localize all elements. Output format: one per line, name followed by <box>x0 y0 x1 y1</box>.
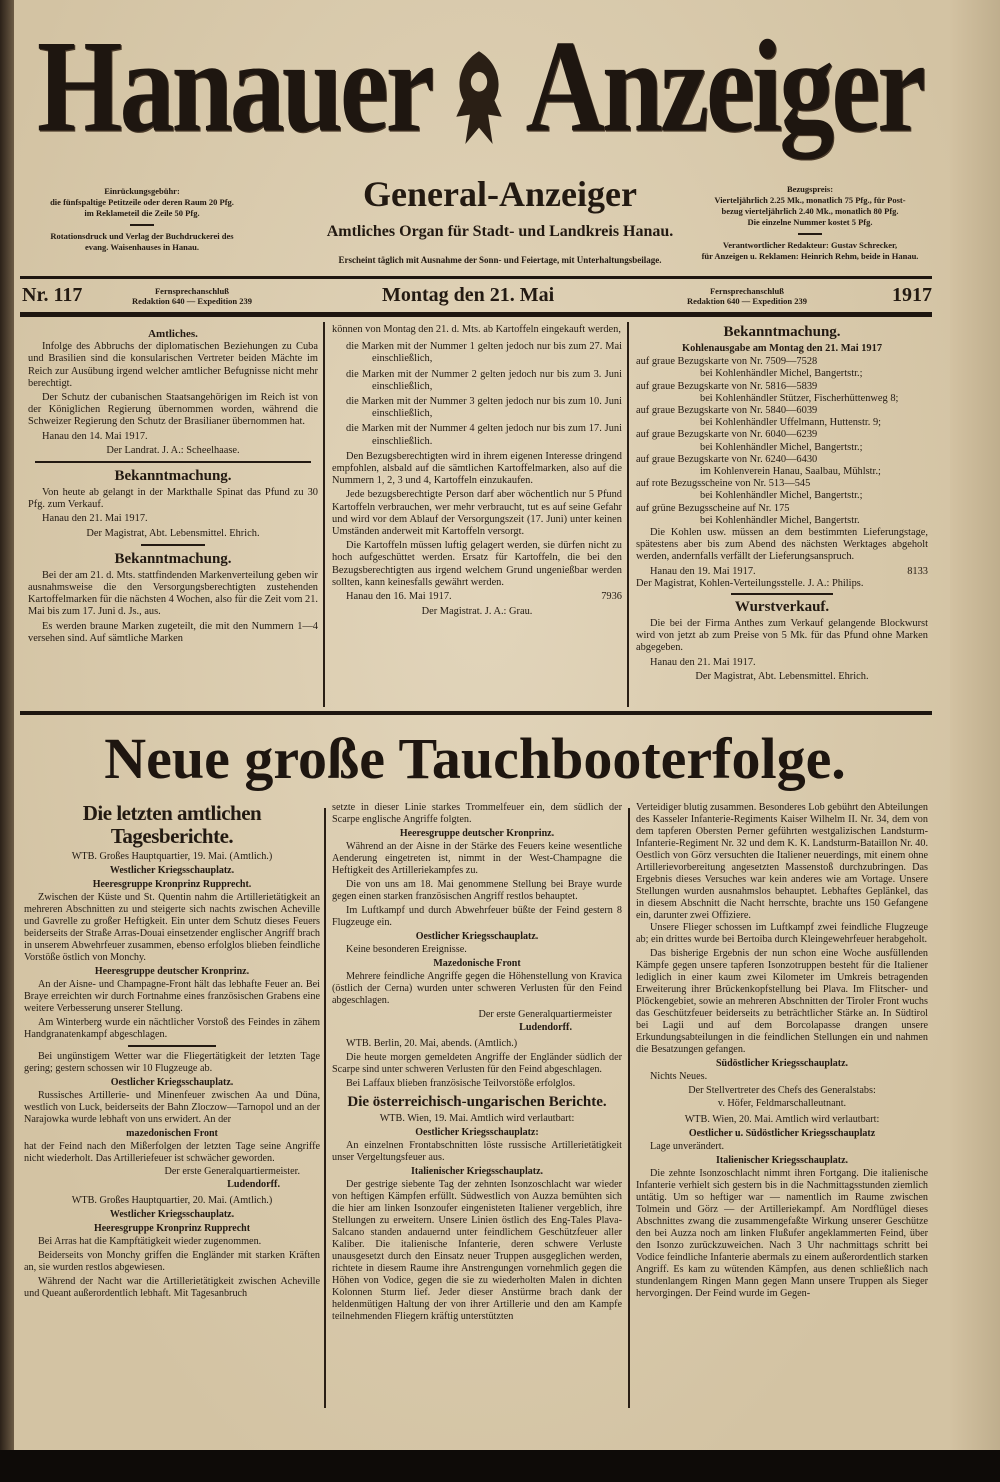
coal-dealer: bei Kohlenhändler Uffelmann, Huttenstr. 9; <box>700 417 882 429</box>
paragraph: Keine besonderen Ereignisse. <box>346 944 467 955</box>
column-rule <box>323 322 325 707</box>
subscription-box <box>688 184 932 262</box>
paragraph: Die heute morgen gemeldeten Angriffe der Engländer südlich der Scarpe sind unter schweren Verlusten für den Feind abgeschlagen. <box>332 1052 622 1075</box>
report-subheading: Oestlicher Kriegsschauplatz: <box>415 1127 539 1138</box>
bottom-column-1 <box>24 802 320 1302</box>
paragraph: Der Schutz der cubanischen Staatsangehörigen im Reich ist von der Königlichen Regierung übernommen worden, während die Schweizer Regierung den Schutz der Brasilianer übernommen hat. <box>28 392 318 428</box>
page-edge-bottom <box>0 1450 1000 1482</box>
paragraph: Den Bezugsberechtigten wird in ihrem eigenen Interesse dringend empfohlen, alsbald auf die sämtlichen Kartoffelmarken, also auf die Nummern 1, 2, 3 und 4, Kartoffeln einzukaufen. <box>332 450 622 487</box>
paragraph: Bei Arras hat die Kampftätigkeit wieder zugenommen. <box>38 1236 262 1247</box>
notice-date: Hanau den 14. Mai 1917. <box>42 430 148 442</box>
divider <box>798 233 822 235</box>
paragraph: Russisches Artillerie- und Minenfeuer zwischen Aa und Düna, westlich von Luck, beiderseits der Bahn Zloczow—Tarnopol und an der Narajowka wurde lebhaft von uns erwidert. An der <box>24 1090 320 1125</box>
paragraph: Der gestrige siebente Tag der zehnten Isonzoschlacht war wieder von heftigen Kämpfen erfüllt. Südwestlich von Auzza bemühten sich die hier am linken Isonzoufer eingenisteten Italiener vergeblich, ihre Stellungen zu erweitern. Unsere Linien östlich des Eng-Tales Plava-Salcano standen andauernd unter feindlichem Geschützfeuer aller Kaliber. Die italienische Infanterie, deren schwere Verluste unausgesetzt durch den Einsatz neuer Truppen ausgeglichen werden, richtete in diesem Raume ihre Anstrengungen vornehmlich gegen die Höhen von Vodice, gegen die sie zu wiederholten Malen in dichten Kolonnen Sturm lief. Jeder dieser Anstürme brach dank der heldenmütigen Haltung der von ihrer Artillerie und den am Kampfe teilnehmenden Fliegern kräftig unterstützten <box>332 1179 622 1322</box>
coal-card-range: auf graue Bezugskarte von Nr. 5816—5839 <box>636 380 818 392</box>
report-dateline: WTB. Berlin, 20. Mai, abends. (Amtlich.) <box>346 1038 518 1049</box>
phone-label: Fernsprechanschluß <box>709 286 784 296</box>
paragraph: Von heute ab gelangt in der Markthalle Spinat das Pfund zu 30 Pfg. zum Verkauf. <box>28 487 318 511</box>
masthead-organ: Amtliches Organ für Stadt- und Landkreis Hanau. <box>326 223 674 240</box>
phone-info-left <box>132 286 252 306</box>
coal-dealer: bei Kohlenhändler Michel, Bangertstr.; <box>700 490 863 502</box>
divider <box>130 224 154 226</box>
page-edge-right <box>950 0 1000 1482</box>
notice-signature: Der Magistrat, Abt. Lebensmittel. Ehrich. <box>695 670 869 682</box>
notice-date: Hanau den 21. Mai 1917. <box>42 513 148 525</box>
paragraph: Die bei der Firma Anthes zum Verkauf gelangende Blockwurst wird von jetzt ab zum Preise von 5 Mk. für das Pfund ohne Marken abgegeben. <box>636 618 928 654</box>
section-title-bekanntmachung: Bekanntmachung. <box>723 324 841 340</box>
coal-card-range: auf graue Bezugskarte von Nr. 6240—6430 <box>636 453 818 465</box>
paragraph: Während an der Aisne in der Stärke des Feuers keine wesentliche Aenderung eingetreten ist, nimmt in der West-Champagne die Heftigkeit des Artilleriekampfes zu. <box>332 841 622 876</box>
report-subheading: Italienischer Kriegsschauplatz. <box>410 1166 544 1177</box>
publication-note: Erscheint täglich mit Ausnahme der Sonn- und Feiertage, mit Unterhaltungsbeilage. <box>338 255 662 265</box>
section-title-bekanntmachung: Bekanntmachung. <box>114 468 232 485</box>
phone-numbers: Redaktion 640 — Expedition 239 <box>132 296 252 306</box>
coal-entry <box>636 356 928 380</box>
notice-date: Hanau den 19. Mai 1917. <box>650 565 756 577</box>
masthead-title-right: Anzeiger <box>525 12 924 160</box>
report-subheading: Mazedonische Front <box>433 958 521 969</box>
report-subheading: Heeresgruppe Kronprinz Rupprecht. <box>92 879 252 890</box>
coal-dealer: bei Kohlenhändler Michel, Bangertstr.; <box>700 441 863 453</box>
report-subheading: Westlicher Kriegsschauplatz. <box>109 1209 235 1220</box>
section-title-oesterreich: Die österreichisch-ungarischen Berichte. <box>347 1094 607 1110</box>
section-rule <box>20 711 932 715</box>
report-subheading: Westlicher Kriegsschauplatz. <box>109 865 235 876</box>
bottom-column-2 <box>332 802 622 1325</box>
editor-line: für Anzeigen u. Reklamen: Heinrich Rehm, beide in Hanau. <box>701 251 919 261</box>
coal-dealer: bei Kohlenhändler Michel, Bangertstr. <box>700 514 860 526</box>
report-signature-name: Ludendorff. <box>519 1022 572 1033</box>
subscription-heading: Bezugspreis: <box>786 184 834 194</box>
notice-signature: Der Magistrat, Abt. Lebensmittel. Ehrich. <box>86 527 260 539</box>
column-rule <box>628 808 630 1408</box>
issue-year: 1917 <box>892 284 932 306</box>
notice-code: 7936 <box>601 591 622 603</box>
issue-number: Nr. 117 <box>22 284 83 306</box>
report-subheading: Oestlicher Kriegsschauplatz. <box>110 1077 234 1088</box>
subscription-line: Vierteljährlich 2.25 Mk., monatlich 75 Pfg., für Post- <box>714 195 906 205</box>
paragraph: An der Aisne- und Champagne-Front hält das lebhafte Feuer an. Bei Braye erreichten wir durch Fortnahme eines französischen Grabens eine weitere Verbesserung unserer Stellung. <box>24 979 320 1014</box>
advert-rates-box <box>22 186 262 253</box>
paragraph: hat der Feind nach den Mißerfolgen der letzten Tage seine Angriffe nicht wiederholt. Das Artilleriefeuer ist schwächer geworden. <box>24 1141 320 1164</box>
subscription-line: Die einzelne Nummer kostet 5 Pfg. <box>747 217 873 227</box>
coat-of-arms-icon <box>444 40 514 160</box>
coal-dealer: bei Kohlenhändler Michel, Bangertstr.; <box>700 368 863 380</box>
paragraph: Am Winterberg wurde ein nächtlicher Vorstoß des Feindes in zähem Handgranatenkampf abgeschlagen. <box>24 1017 320 1040</box>
paragraph: Das bisherige Ergebnis der nun schon eine Woche ausfüllenden Kämpfe gegen unsere tapferen Isonzotruppen besteht für die Italiener lediglich in einer kaum zwei Kilometer im Umkreis betragenden Erweiterung ihrer Brückenkopfstellung bei Plava. Im Flitscher- und Plöckengebiet, sowie an mehreren Abschnitten der Tiroler Front wuchs das Geschützfeuer beiderseits zu beträchtlicher Stärke an. In Südtirol bei Lagii und auf dem Borcolapasse drangen unsere Erkundungsabteilungen in die feindlichen Stellungen ein und nahmen die Besatzungen gefangen. <box>636 948 928 1055</box>
bottom-column-3 <box>636 802 928 1302</box>
paragraph: Zwischen der Küste und St. Quentin nahm die Artillerietätigkeit an mehreren Abschnitten zu und steigerte sich nachts zwischen Acheville und Gavrelle zu großer Heftigkeit. Ein unter dem Schutz dieses Feuers beiderseits der Straße Arras-Douai einsetzender englischer Angriff brach in unserem Abwehrfeuer zusammen, ebenso erfolglos blieben feindliche Vorstöße östlich von Monchy. <box>24 892 320 963</box>
report-signature-name: v. Höfer, Feldmarschalleutnant. <box>717 1098 847 1109</box>
masthead-title <box>30 14 930 182</box>
report-signature-name: Ludendorff. <box>227 1179 280 1190</box>
paragraph: Bei Laffaux blieben französische Teilvorstöße erfolglos. <box>346 1078 576 1089</box>
report-dateline: WTB. Großes Hauptquartier, 19. Mai. (Amtlich.) <box>71 851 273 862</box>
top-column-3 <box>636 322 928 684</box>
paragraph: Während der Nacht war die Artillerietätigkeit zwischen Acheville und Queant außerordentlich lebhaft. Mit Tagesanbruch <box>24 1276 320 1299</box>
notice-signature: Der Landrat. J. A.: Scheelhaase. <box>106 444 240 456</box>
masthead-title-left: Hanauer <box>36 12 432 160</box>
subscription-line: bezug vierteljährlich 2.40 Mk., monatlich 80 Pfg. <box>721 206 899 216</box>
report-subheading: Italienischer Kriegsschauplatz. <box>715 1155 849 1166</box>
coal-entry <box>636 381 928 405</box>
notice-date: Hanau den 21. Mai 1917. <box>650 656 756 668</box>
dateline-rule <box>20 312 932 317</box>
report-subheading: mazedonischen Front <box>126 1128 218 1139</box>
report-dateline: WTB. Großes Hauptquartier, 20. Mai. (Amtlich.) <box>71 1195 273 1206</box>
section-title-tagesberichte: Die letzten amtlichen Tagesberichte. <box>82 801 262 848</box>
publisher-line: evang. Waisenhauses in Hanau. <box>85 242 199 252</box>
paragraph: Die Kartoffeln müssen luftig gelagert werden, sie dürfen nicht zu hoch aufgeschüttet werden. Ersatz für Kartoffeln, die bei den Bezugsberechtigten aus irgend welchem Grund ungenießbar werden sollten, kann keinesfalls gewährt werden. <box>332 540 622 588</box>
paragraph: Verteidiger blutig zusammen. Besonderes Lob gebührt den Abteilungen des Kasseler Infanterie-Regiments Kaiser Wilhelm II. Nr. 34, dem von dem tapferen Obersten Perner geführten westgalizischen Landsturm-Infanterie-Regiment Nr. 32 und dem K. K. Landsturm-Bataillon Nr. 40. Oestlich von Görz versuchten die Italiener neuerdings, mit einem ohne Artillerievorbereitung angesetzten Massenstoß durchzubringen. Das Ergebnis dieses Versuches war kein anderes wie am Vortage. Unsere Stellungen wurden ausnahmslos behauptet. Lebhaftes Geplänkel, das in diesem Abschnitt die Nacht herrschte, brachte uns 150 Gefangene ein, darunter zwei Offiziere. <box>636 802 928 921</box>
issue-date: Montag den 21. Mai <box>382 284 555 306</box>
report-subheading: Heeresgruppe deutscher Kronprinz. <box>399 828 555 839</box>
notice-date-row <box>636 566 928 578</box>
paragraph: Jede bezugsberechtigte Person darf aber wöchentlich nur 5 Pfund Kartoffeln verbrauchen, wer mehr verbraucht, tut es auf seine Gefahr und wird vor dem Ablauf der Versorgungszeit (17. Juni) unter keinen Umständen anderweit mit Kartoffeln versorgt. <box>332 489 622 538</box>
coal-dealer: bei Kohlenhändler Stützer, Fischerhüttenweg 8; <box>700 392 899 404</box>
publisher-line: Rotationsdruck und Verlag der Buchdruckerei des <box>50 231 234 241</box>
divider <box>141 544 205 546</box>
notice-date: Hanau den 16. Mai 1917. <box>346 591 452 603</box>
report-subheading: Oestlicher u. Südöstlicher Kriegsschauplatz <box>688 1128 876 1139</box>
divider <box>35 461 311 463</box>
notice-subtitle: Kohlenausgabe am Montag den 21. Mai 1917 <box>681 343 883 354</box>
coal-card-range: auf grüne Bezugsscheine auf Nr. 175 <box>636 502 790 514</box>
coal-card-range: auf graue Bezugskarte von Nr. 6040—6239 <box>636 429 818 441</box>
phone-label: Fernsprechanschluß <box>154 286 229 296</box>
list-item: die Marken mit der Nummer 3 gelten jedoch nur bis zum 10. Juni einschließlich, <box>346 396 622 420</box>
list-item: die Marken mit der Nummer 1 gelten jedoch nur bis zum 27. Mai einschließlich, <box>346 341 622 365</box>
divider <box>731 593 833 595</box>
list-item: die Marken mit der Nummer 4 gelten jedoch nur bis zum 17. Juni einschließlich. <box>346 423 622 447</box>
coal-entry <box>636 454 928 478</box>
column-rule <box>324 808 326 1408</box>
paragraph: Mehrere feindliche Angriffe gegen die Höhenstellung von Kravica (östlich der Cerna) wurden unter schweren Verlusten für den Feind abgeschlagen. <box>332 971 622 1006</box>
column-rule <box>627 322 629 707</box>
report-subheading: Oestlicher Kriegsschauplatz. <box>415 931 539 942</box>
notice-signature: Der Magistrat, Kohlen-Verteilungsstelle. J. A.: Philips. <box>636 577 864 589</box>
top-column-1 <box>28 326 318 647</box>
paragraph: können von Montag den 21. d. Mts. ab Kartoffeln eingekauft werden, <box>332 324 621 335</box>
coal-dealer: im Kohlenverein Hanau, Saalbau, Mühlstr.; <box>700 466 881 478</box>
notice-date-row <box>332 591 622 603</box>
paragraph: Beiderseits von Monchy griffen die Engländer mit starken Kräften an, sie wurden restlos abgewiesen. <box>24 1250 320 1273</box>
paragraph: Nichts Neues. <box>650 1071 708 1082</box>
report-signature: Der erste Generalquartiermeister. <box>164 1166 300 1177</box>
coal-entry <box>636 429 928 453</box>
coal-card-range: auf graue Bezugskarte von Nr. 5840—6039 <box>636 405 818 417</box>
phone-numbers: Redaktion 640 — Expedition 239 <box>687 296 807 306</box>
coal-entry <box>636 405 928 429</box>
advert-rate-line: im Reklameteil die Zeile 50 Pfg. <box>84 208 200 218</box>
coal-card-range: auf rote Bezugsscheine von Nr. 513—545 <box>636 478 811 490</box>
paragraph: setzte in dieser Linie starkes Trommelfeuer ein, dem südlich der Scarpe englische Angriffe folgten. <box>332 802 622 825</box>
report-dateline: WTB. Wien, 20. Mai. Amtlich wird verlautbart: <box>684 1114 880 1125</box>
report-signature: Der Stellvertreter des Chefs des Generalstabs: <box>688 1085 876 1096</box>
dateline <box>22 284 932 310</box>
report-subheading: Heeresgruppe Kronprinz Rupprecht <box>93 1223 251 1234</box>
report-subheading: Heeresgruppe deutscher Kronprinz. <box>94 966 250 977</box>
notice-code: 8133 <box>907 565 928 577</box>
advert-rate-line: die fünfspaltige Petitzeile oder deren Raum 20 Pfg. <box>50 197 234 207</box>
paragraph: Lage unverändert. <box>650 1141 725 1152</box>
notice-signature: Der Magistrat. J. A.: Grau. <box>421 606 533 618</box>
phone-info-right <box>687 286 807 306</box>
coal-entry <box>636 478 928 502</box>
paragraph: Die zehnte Isonzoschlacht nimmt ihren Fortgang. Die italienische Infanterie verhielt sich gestern bis in die Nachmittagsstunden ziemlich untätig. Um so heftiger war — namentlich im Raume zwischen Tolmein und Görz — der Artilleriekampf. Am Nordflügel dieses Abschnittes zwang die zusammengefaßte Wirkung unserer Geschütze den bei Auzza noch am linken Flußufer angeklammerten Feind, über den Isonzo zurückzuweichen. Nach 3 Uhr nachmittags schritt bei Vodice feindliche Infanterie abermals zu einem außerordentlich starken Angriff. Es kam zu wütenden Kämpfen, aus denen schließlich nach stundenlangem Ringen Mann gegen Mann unsere Truppen als Sieger hervorgingen. Der Feind wurde im Gegen- <box>636 1168 928 1299</box>
top-column-2 <box>332 324 622 619</box>
paragraph: Bei der am 21. d. Mts. stattfindenden Markenverteilung geben wir ausnahmsweise die den Versorgungsberechtigten zustehenden Kartoffelmarken für die nächsten 4 Wochen, also für die Zeit vom 21. Mai bis zum 17. Juni d. Js., aus. <box>28 569 318 618</box>
report-dateline: WTB. Wien, 19. Mai. Amtlich wird verlautbart: <box>379 1113 575 1124</box>
section-title-amtliches: Amtliches. <box>148 328 198 340</box>
masthead-rule <box>20 276 932 279</box>
masthead-subtitle: General-Anzeiger <box>363 174 637 214</box>
paragraph: An einzelnen Frontabschnitten löste russische Artillerietätigkeit unser Vergeltungsfeuer aus. <box>332 1140 622 1163</box>
page-edge-left <box>0 0 14 1482</box>
paragraph: Die von uns am 18. Mai genommene Stellung bei Braye wurde gegen einen starken französischen Angriff restlos behauptet. <box>332 879 622 902</box>
advert-rates-heading: Einrückungsgebühr: <box>104 186 180 196</box>
coal-entry <box>636 503 928 527</box>
main-headline: Neue große Tauchbooterfolge. <box>104 726 846 791</box>
paragraph: Im Luftkampf und durch Abwehrfeuer büßte der Feind gestern 8 Flugzeuge ein. <box>332 905 622 928</box>
divider <box>128 1045 217 1047</box>
paragraph: Unsere Flieger schossen im Luftkampf zwei feindliche Flugzeuge ab; ein drittes wurde bei Bertoiba durch Kleingewehrfeuer herabgeholt. <box>636 922 928 945</box>
list-item: die Marken mit der Nummer 2 gelten jedoch nur bis zum 3. Juni einschließlich, <box>346 368 622 392</box>
report-signature: Der erste Generalquartiermeister <box>478 1009 612 1020</box>
paragraph: Bei ungünstigem Wetter war die Fliegertätigkeit der letzten Tage gering; gestern schossen wir 10 Flugzeuge ab. <box>24 1051 320 1074</box>
paragraph: Es werden braune Marken zugeteilt, die mit den Nummern 1—4 versehen sind. Auf sämtliche Marken <box>28 620 318 644</box>
coal-card-range: auf graue Bezugskarte von Nr. 7509—7528 <box>636 356 818 368</box>
report-subheading: Südöstlicher Kriegsschauplatz. <box>715 1058 849 1069</box>
section-title-bekanntmachung: Bekanntmachung. <box>114 550 232 567</box>
section-title-wurstverkauf: Wurstverkauf. <box>734 599 830 616</box>
paragraph: Infolge des Abbruchs der diplomatischen Beziehungen zu Cuba und Brasilien sind die konsularischen Vertreter beiden Mächte im Reich zur Ausübung irgend welcher amtlicher Befugnisse nicht mehr berechtigt. <box>28 341 318 389</box>
paragraph: Die Kohlen usw. müssen an dem bestimmten Lieferungstage, spätestens aber bis zum Abend des nächsten Werktages abgeholt werden, andernfalls verfällt der Lieferungsanspruch. <box>636 527 928 563</box>
editor-line: Verantwortlicher Redakteur: Gustav Schrecker, <box>722 240 898 250</box>
